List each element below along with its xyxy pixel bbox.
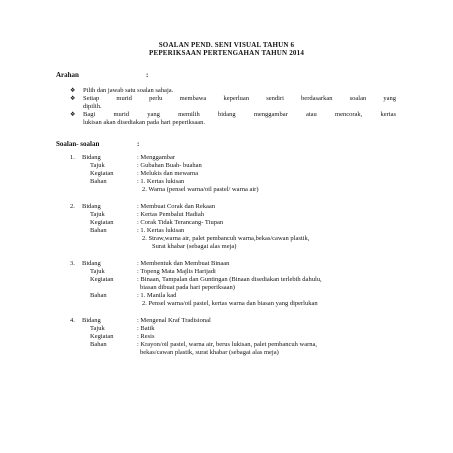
tajuk-value: : Batik <box>137 325 155 332</box>
tajuk-value: : Gubahan Buah- buahan <box>137 162 202 169</box>
kegiatan-value: : Corak Tidak Terancang- Tiupan <box>137 219 224 226</box>
list-item <box>70 95 396 111</box>
kegiatan-label: Kegiatan <box>90 333 114 340</box>
question-1 <box>70 154 400 194</box>
arahan-heading: Arahan <box>56 71 79 79</box>
bahan-value: 2. Straw,warna air, palet pembancuh warna,bekas/cawan plastik, <box>142 235 310 242</box>
arahan-text: Bagi murid yang memilih bidang menggambar atau mencorak, kertas <box>83 111 396 118</box>
bidang-label: Bidang <box>82 154 101 161</box>
question-row <box>70 333 400 341</box>
bahan-value: : 1. Kertas lukisan <box>137 178 185 185</box>
bidang-value: : Membentuk dan Membuat Binaan <box>137 260 230 267</box>
question-number: 3. <box>70 260 75 267</box>
bahan-label: Bahan <box>90 292 107 299</box>
question-row <box>70 170 400 178</box>
question-row <box>70 284 400 292</box>
document-subtitle: PEPERIKSAAN PERTENGAHAN TAHUN 2014 <box>148 49 305 57</box>
bidang-value: : Mengenal Kraf Tradisional <box>137 317 211 324</box>
question-row <box>70 219 400 227</box>
tajuk-label: Tajuk <box>90 211 105 218</box>
question-row <box>70 178 400 186</box>
bahan-value: 2. Pensel warna/oil pastel, kertas warna dan biasan yang diperlukan <box>142 300 318 307</box>
diamond-bullet-icon: ❖ <box>70 112 76 118</box>
bidang-label: Bidang <box>82 260 101 267</box>
tajuk-label: Tajuk <box>90 162 105 169</box>
bahan-value: 2. Warna (pensel warna/oil pastel/ warna air) <box>142 186 259 193</box>
soalan-colon: : <box>137 140 140 148</box>
question-row <box>70 268 400 276</box>
question-list <box>70 154 400 366</box>
list-item <box>70 111 396 127</box>
question-row <box>70 260 400 268</box>
question-row <box>70 235 400 243</box>
diamond-bullet-icon: ❖ <box>70 88 76 94</box>
soalan-heading: Soalan- soalan <box>56 140 100 148</box>
bahan-value: : 1. Kertas lukisan <box>137 227 185 234</box>
bahan-label: Bahan <box>90 341 107 348</box>
arahan-text: lukisan akan disediakan pada hari peperiksaan. <box>83 119 206 126</box>
question-number: 1. <box>70 154 75 161</box>
question-row <box>70 186 400 194</box>
bahan-value: bekas/cawan plastik, surat khabar (sebagai alas meja) <box>140 349 279 356</box>
bahan-label: Bahan <box>90 227 107 234</box>
question-row <box>70 349 400 357</box>
tajuk-value: : Topeng Mata Majlis Harijadi <box>137 268 216 275</box>
arahan-text: Pilih dan jawab satu soalan sahaja. <box>83 87 174 94</box>
kegiatan-value: : Resis <box>137 333 155 340</box>
kegiatan-value: biasan dibuat pada hari peperiksaan) <box>140 284 235 291</box>
kegiatan-value: : Melukis dan mewarna <box>137 170 199 177</box>
question-row <box>70 300 400 308</box>
question-row <box>70 317 400 325</box>
question-row <box>70 243 400 251</box>
bahan-value: : Krayon/oil pastel, warna air, berus lukisan, palet pembancuh warna, <box>137 341 318 348</box>
bahan-label: Bahan <box>90 178 107 185</box>
question-4 <box>70 317 400 357</box>
question-row <box>70 292 400 300</box>
diamond-bullet-icon: ❖ <box>70 96 76 102</box>
question-2 <box>70 203 400 251</box>
question-row <box>70 325 400 333</box>
arahan-list <box>70 87 396 127</box>
list-item <box>70 87 396 95</box>
question-row <box>70 162 400 170</box>
bidang-value: : Menggambar <box>137 154 176 161</box>
bahan-value: : 1. Manila kad <box>137 292 177 299</box>
question-row <box>70 276 400 284</box>
tajuk-value: : Kertas Pembalut Hadiah <box>137 211 204 218</box>
question-3 <box>70 260 400 308</box>
tajuk-label: Tajuk <box>90 268 105 275</box>
question-row <box>70 154 400 162</box>
question-row <box>70 227 400 235</box>
bidang-label: Bidang <box>82 317 101 324</box>
bidang-label: Bidang <box>82 203 101 210</box>
question-row <box>70 211 400 219</box>
kegiatan-label: Kegiatan <box>90 276 114 283</box>
kegiatan-label: Kegiatan <box>90 170 114 177</box>
question-row <box>70 341 400 349</box>
question-number: 4. <box>70 317 75 324</box>
document-title: SOALAN PEND. SENI VISUAL TAHUN 6 <box>158 41 295 49</box>
tajuk-label: Tajuk <box>90 325 105 332</box>
arahan-colon: : <box>146 71 149 79</box>
arahan-text: Setiap murid perlu membawa keperluan sendiri berdasarkan soalan yang <box>83 95 396 102</box>
bidang-value: : Membuat Corak dan Rekaan <box>137 203 215 210</box>
question-row <box>70 203 400 211</box>
bahan-value: Surat khabar (sebagai alas meja) <box>152 243 237 250</box>
arahan-text: dipilih. <box>83 103 102 110</box>
question-number: 2. <box>70 203 75 210</box>
kegiatan-label: Kegiatan <box>90 219 114 226</box>
kegiatan-value: : Binaan, Tampalan dan Guntingan (Binaan disediakan terlebih dahulu, <box>137 276 322 283</box>
